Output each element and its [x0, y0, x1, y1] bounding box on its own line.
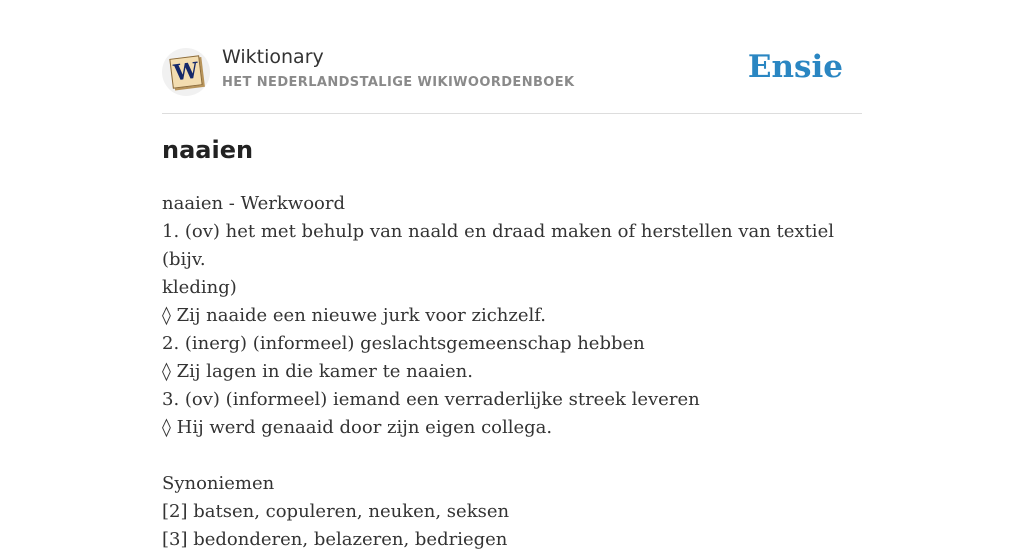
example-1: ◊ Zij naaide een nieuwe jurk voor zichzelf. — [162, 305, 547, 326]
definition-2: 2. (inerg) (informeel) geslachtsgemeenschap hebben — [162, 333, 645, 354]
page-title: naaien — [162, 136, 254, 164]
example-3: ◊ Hij werd genaaid door zijn eigen collega. — [162, 417, 553, 438]
entry-heading: naaien - Werkwoord — [162, 193, 345, 214]
wiktionary-logo-icon[interactable] — [162, 48, 210, 96]
synonyms-sense-2: [2] batsen, copuleren, neuken, seksen — [162, 501, 510, 522]
synonyms-heading: Synoniemen — [162, 473, 275, 494]
dictionary-entry — [162, 190, 862, 554]
synonyms-sense-3: [3] bedonderen, belazeren, bedriegen — [162, 529, 508, 550]
site-title[interactable]: Wiktionary — [222, 46, 324, 68]
definition-3: 3. (ov) (informeel) iemand een verraderlijke streek leveren — [162, 389, 700, 410]
logo-tile: W — [169, 55, 202, 88]
site-subtitle: HET NEDERLANDSTALIGE WIKIWOORDENBOEK — [222, 75, 575, 90]
blank-line — [162, 442, 862, 470]
site-header — [162, 44, 862, 114]
definition-1-line-2: kleding) — [162, 277, 237, 298]
definition-1-line-1: 1. (ov) het met behulp van naald en draad maken of herstellen van textiel (bijv. — [162, 221, 834, 270]
ensie-logo[interactable]: Ensie — [747, 49, 843, 85]
example-2: ◊ Zij lagen in die kamer te naaien. — [162, 361, 473, 382]
